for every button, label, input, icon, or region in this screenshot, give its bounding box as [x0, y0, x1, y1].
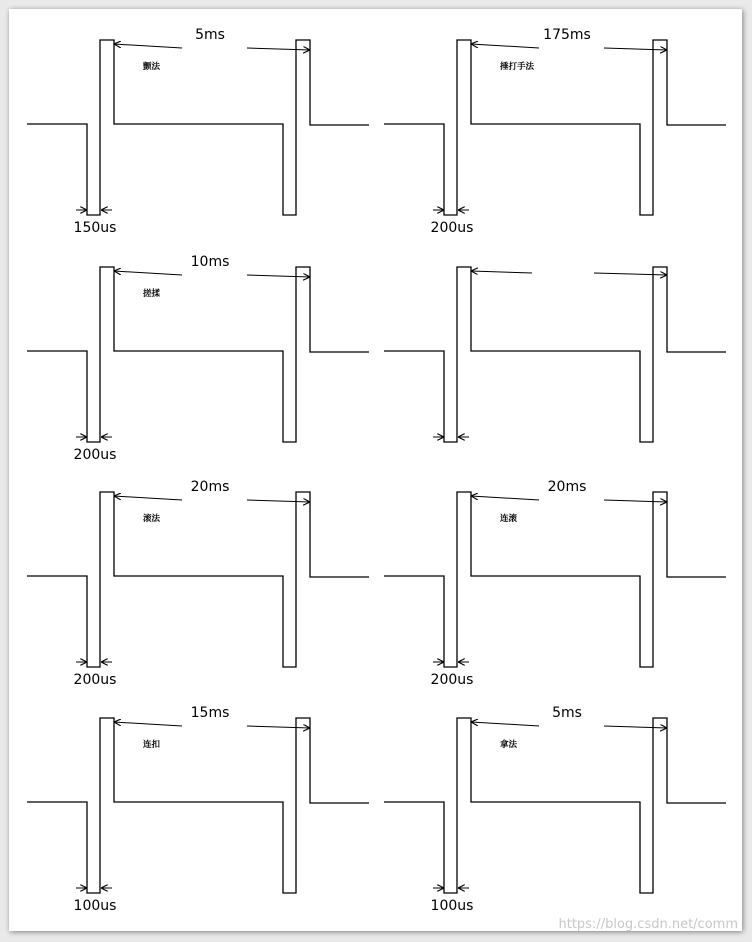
period-arrow-right: [247, 275, 310, 277]
pulse-width-label: 200us: [430, 220, 474, 236]
period-arrow-right: [247, 726, 310, 728]
waveform-panel: [27, 254, 369, 463]
technique-name: 连扣: [143, 740, 161, 750]
waveform-trace: [27, 492, 369, 667]
period-arrow-right: [247, 500, 310, 502]
pulse-width-label: 150us: [73, 220, 117, 236]
period-label: 10ms: [190, 254, 230, 270]
period-label: 5ms: [195, 27, 225, 43]
period-label: 15ms: [190, 705, 230, 721]
pulse-width-label: 100us: [73, 898, 117, 914]
waveform-panel: [27, 27, 369, 236]
period-arrow-left: [471, 722, 539, 726]
period-arrow-left: [471, 271, 532, 273]
period-arrow-left: [114, 271, 182, 275]
technique-name: 颤法: [143, 62, 161, 72]
watermark-text: https://blog.csdn.net/comm: [558, 917, 738, 932]
technique-name: 捶打手法: [500, 62, 535, 72]
pulse-width-label: 200us: [73, 447, 117, 463]
technique-name: 拿法: [500, 740, 518, 750]
technique-name: 连滚: [500, 514, 518, 524]
period-label: 5ms: [552, 705, 582, 721]
waveform-trace: [27, 718, 369, 893]
period-arrow-right: [604, 726, 667, 728]
pulse-width-label: 100us: [430, 898, 474, 914]
waveform-panel: [27, 479, 369, 688]
technique-name: 搓揉: [143, 289, 161, 299]
period-arrow-left: [471, 496, 539, 500]
period-arrow-left: [114, 44, 182, 48]
period-arrow-right: [594, 273, 667, 275]
waveform-panel: [384, 267, 726, 442]
period-arrow-right: [604, 500, 667, 502]
waveform-trace: [27, 40, 369, 215]
waveform-trace: [384, 718, 726, 893]
waveform-trace: [27, 267, 369, 442]
waveform-panel: [384, 27, 726, 236]
waveform-panel: [27, 705, 369, 914]
period-arrow-right: [247, 48, 310, 50]
waveform-trace: [384, 40, 726, 215]
period-arrow-left: [114, 496, 182, 500]
period-arrow-left: [114, 722, 182, 726]
waveform-panel: [384, 479, 726, 688]
waveform-panel: [384, 705, 726, 914]
period-label: 20ms: [547, 479, 587, 495]
period-arrow-right: [604, 48, 667, 50]
technique-name: 滚法: [143, 514, 161, 524]
period-label: 175ms: [543, 27, 591, 43]
pulse-width-label: 200us: [73, 672, 117, 688]
waveform-trace: [384, 267, 726, 442]
waveform-trace: [384, 492, 726, 667]
pulse-width-label: 200us: [430, 672, 474, 688]
period-arrow-left: [471, 44, 539, 48]
period-label: 20ms: [190, 479, 230, 495]
